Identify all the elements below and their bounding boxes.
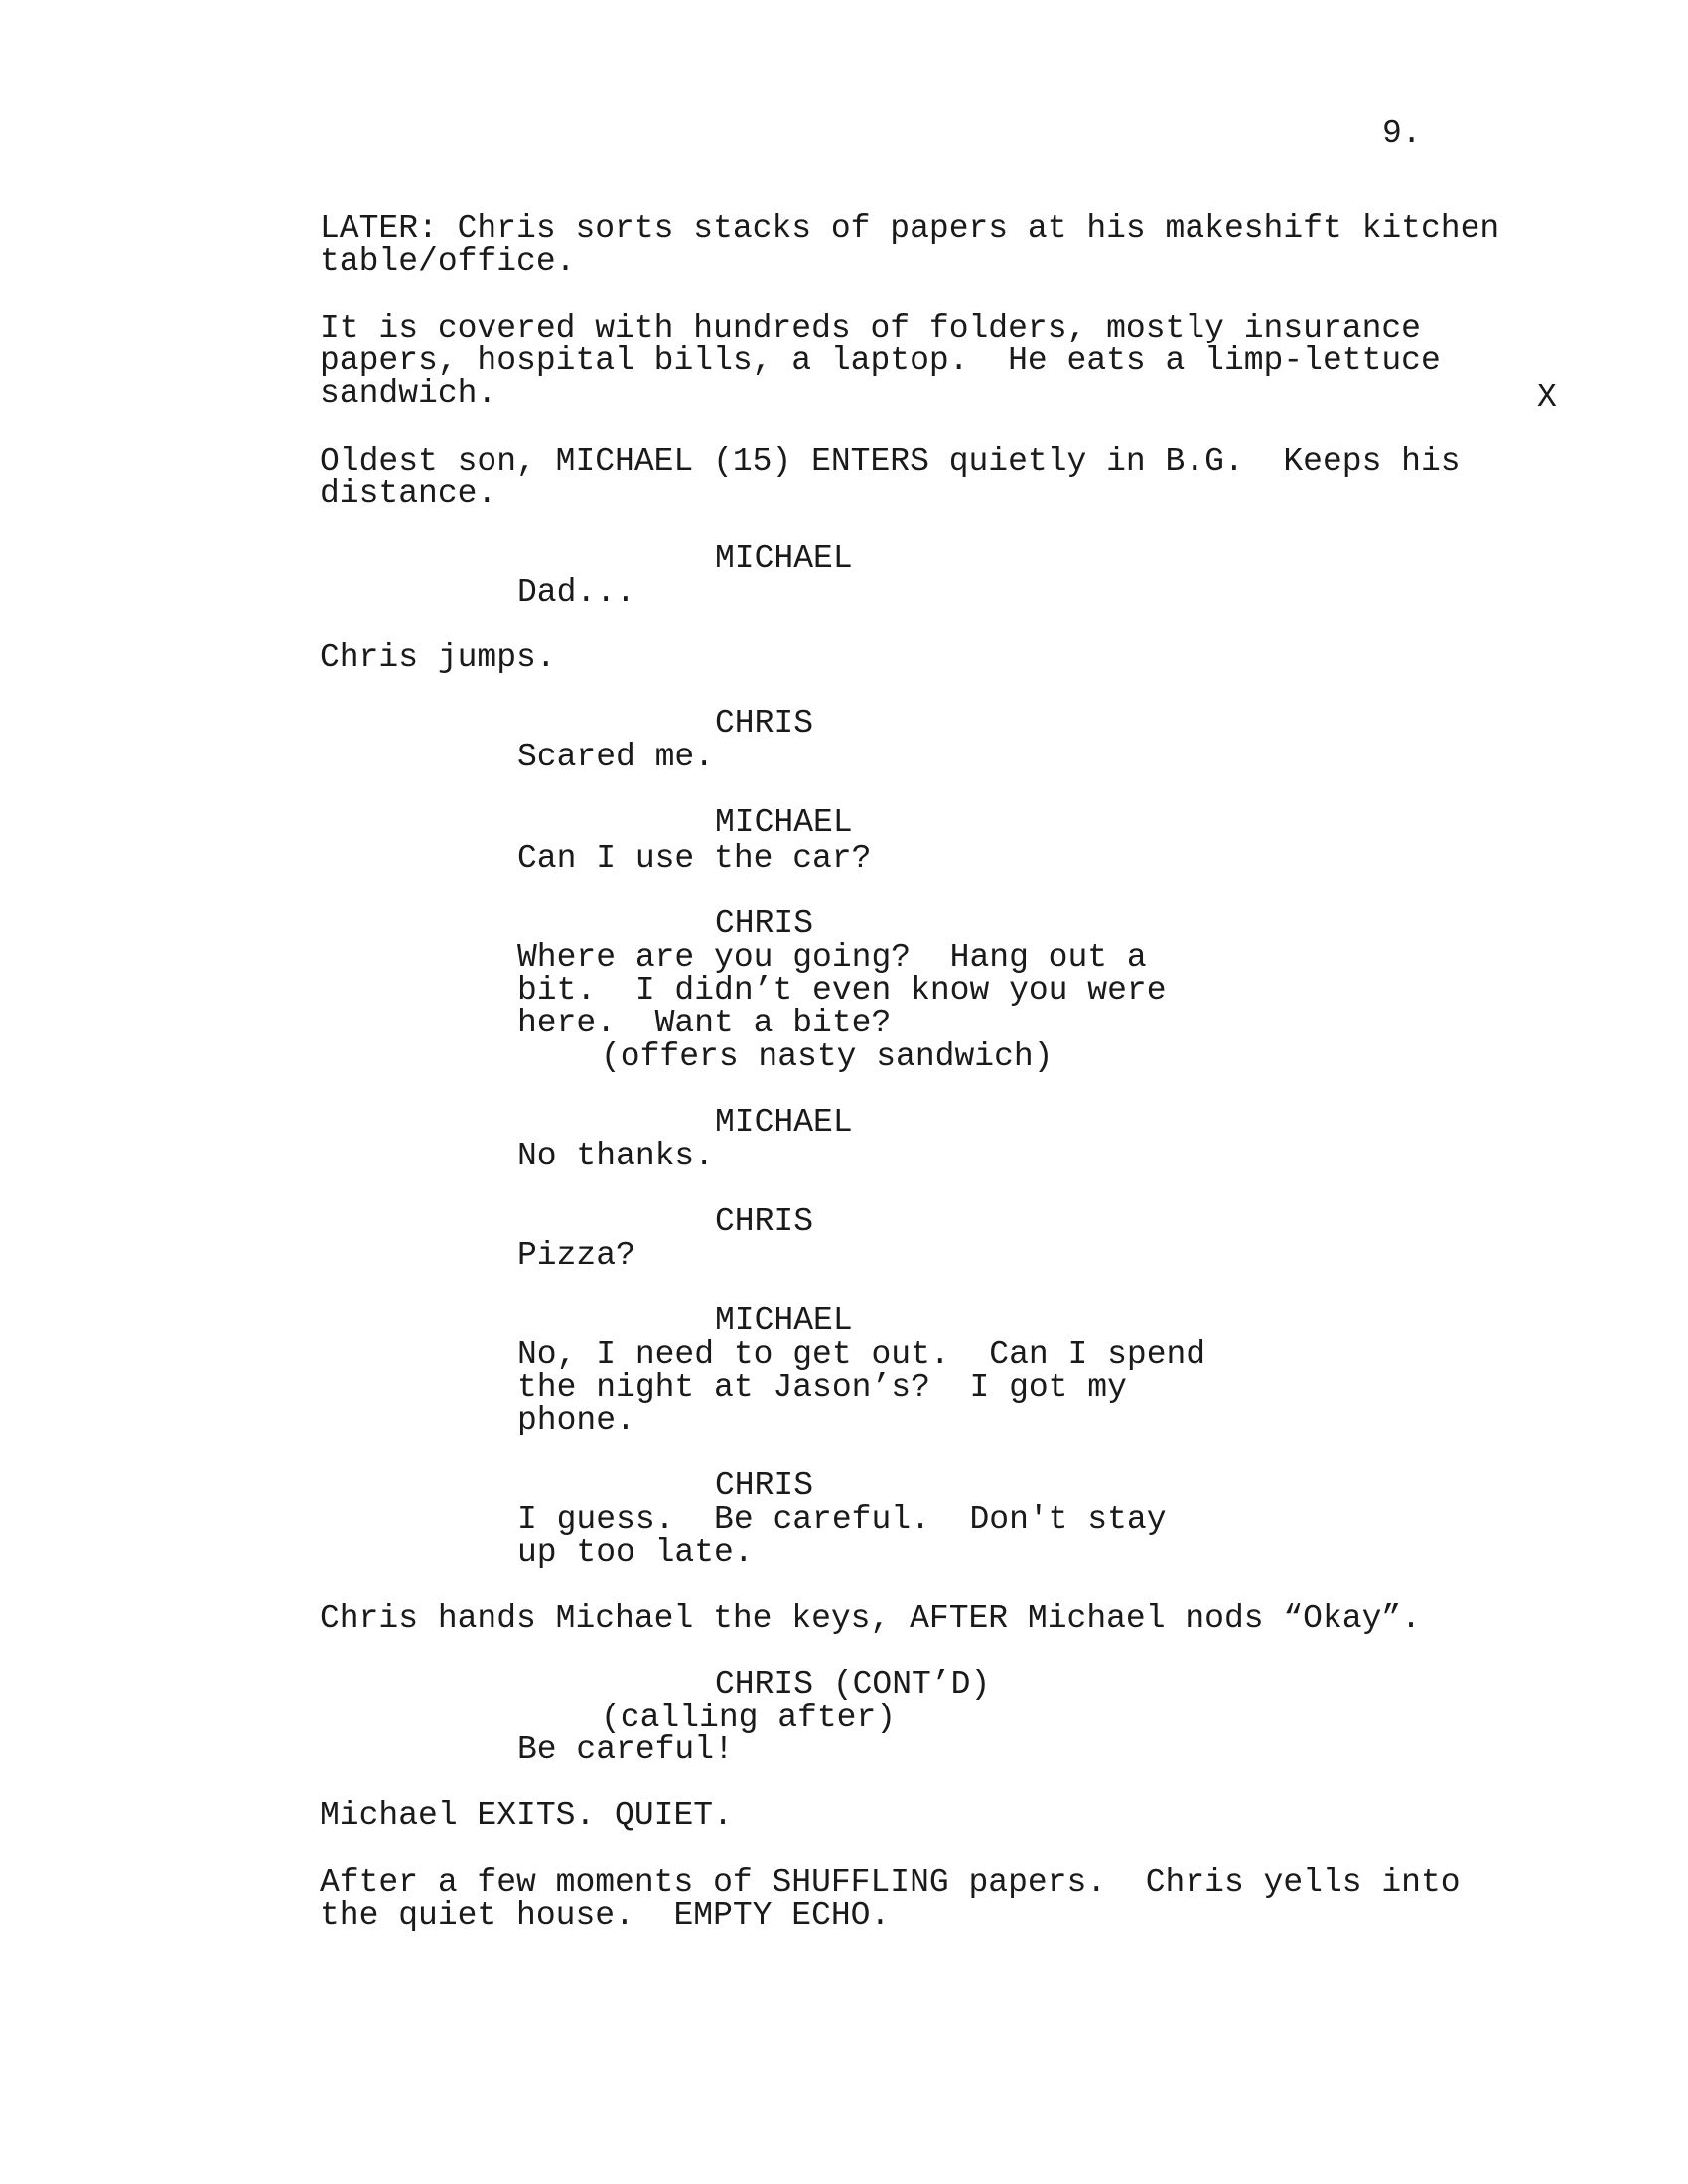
parenthetical: (calling after) <box>601 1700 897 1736</box>
dialogue: Where are you going? Hang out a bit. I didn’t even know you were here. Want a bite? <box>517 939 1167 1041</box>
dialogue: No, I need to get out. Can I spend the night at Jason’s? I got my phone. <box>517 1336 1206 1438</box>
dialogue: Scared me. <box>517 739 715 775</box>
action-line: Chris hands Michael the keys, AFTER Michael nods “Okay”. <box>320 1600 1421 1637</box>
parenthetical: (offers nasty sandwich) <box>601 1038 1054 1075</box>
action-line: It is covered with hundreds of folders, mostly insurance papers, hospital bills, a laptop. He eats a limp-lettuce sandwich. <box>320 310 1441 412</box>
dialogue: Dad... <box>517 574 635 611</box>
character-cue: CHRIS <box>715 1203 814 1240</box>
dialogue: I guess. Be careful. Don't stay up too late. <box>517 1501 1167 1570</box>
character-cue: MICHAEL <box>715 1104 853 1141</box>
character-cue: CHRIS <box>715 705 814 742</box>
action-line: LATER: Chris sorts stacks of papers at his makeshift kitchen table/office. <box>320 210 1500 280</box>
character-cue: CHRIS <box>715 905 814 942</box>
character-cue: MICHAEL <box>715 540 853 577</box>
action-line: Michael EXITS. QUIET. <box>320 1797 733 1834</box>
dialogue: Can I use the car? <box>517 840 872 877</box>
dialogue: Be careful! <box>517 1731 734 1768</box>
action-line: Chris jumps. <box>320 639 556 676</box>
action-line: Oldest son, MICHAEL (15) ENTERS quietly in B.G. Keeps his distance. <box>320 443 1461 512</box>
action-line: After a few moments of SHUFFLING papers. Chris yells into the quiet house. EMPTY ECHO. <box>320 1864 1461 1934</box>
dialogue: No thanks. <box>517 1138 715 1174</box>
character-cue: MICHAEL <box>715 804 853 841</box>
character-cue: CHRIS (CONT’D) <box>715 1666 991 1703</box>
character-cue: CHRIS <box>715 1467 814 1504</box>
revision-mark: X <box>1537 379 1557 416</box>
page-number: 9. <box>1382 115 1422 152</box>
character-cue: MICHAEL <box>715 1302 853 1339</box>
dialogue: Pizza? <box>517 1237 635 1274</box>
